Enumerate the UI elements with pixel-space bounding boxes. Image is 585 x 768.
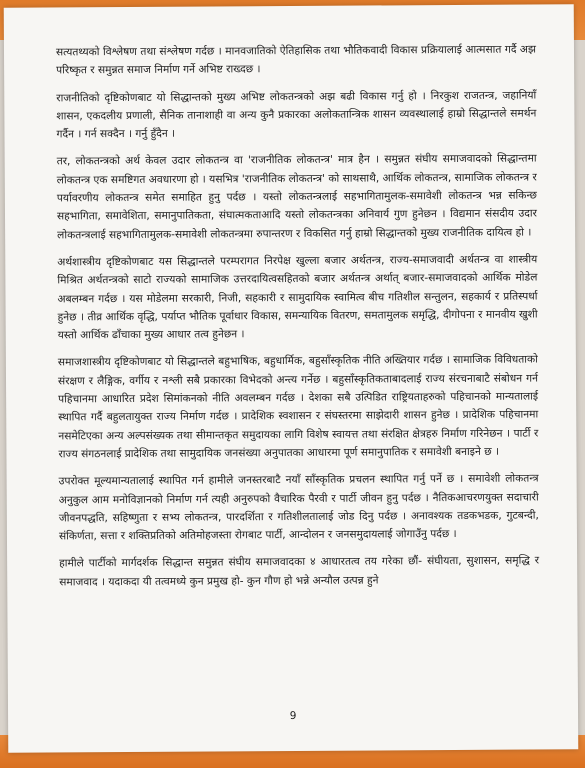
- paragraph-3: तर, लोकतन्त्रको अर्थ केवल उदार लोकतन्त्र वा 'राजनीतिक लोकतन्त्र' मात्र हैन । समुन्नत संघीय समाजवादको सिद्धान्तमा लोकतन्त्र एक समष्टिगत अवधारणा हो । यसभित्र 'राजनीतिक लोकतन्त्र' को साथसाथै, आर्थिक लोकतन्त्र, सामाजिक लोकतन्त्र र पर्यावरणीय लोकतन्त्र समेत समाहित हुनु पर्दछ । यस्तो लोकतन्त्रलाई सहभागितामुलक-समावेशी लोकतन्त्र भन्न सकिन्छ सहभागिता, समावेशिता, समानुपातिकता, संघात्मकताआदि यस्तो लोकतन्त्रका अनिवार्य गुण हुनेछन । विद्यमान संसदीय उदार लोकतन्त्रलाई सहभागितामुलक-समावेशी लोकतन्त्रमा रुपान्तरण र विकसित गर्नु हाम्रो सिद्धान्तको मुख्य राजनीतिक दायित्व हो ।: [56, 152, 538, 242]
- page-number: 9: [289, 709, 297, 723]
- paragraph-6: उपरोक्त मूल्यमान्यतालाई स्थापित गर्न हामीले जनस्तरबाटै नयाँ साँस्कृतिक प्रचलन स्थापित गर्नु पर्ने छ । समावेशी लोकतन्त्र अनुकुल आम मनोविज्ञानको निर्माण गर्न त्यही अनुरुपको वैचारिक पैरवी र पार्टी जीवन हुनु पर्दछ । नैतिकआचरणयुक्त सदाचारी जीवनपद्धति, सहिष्णुता र सभ्य लोकतन्त्र, पारदर्शिता र गतिशीलतालाई जोड दिनु पर्दछ । अनावश्यक तडकभडक, गुटबन्दी, संकिर्णता, सत्ता र शक्तिप्रतिको अतिमोहजस्ता रोगबाट पार्टी, आन्दोलन र जनसमुदायलाई जोगाउँनु पर्दछ ।: [58, 472, 539, 543]
- document-body: [56, 40, 539, 600]
- paragraph-1: सत्यतथ्यको विश्लेषण तथा संश्लेषण गर्दछ । मानवजातिको ऐतिहासिक तथा भौतिकवादी विकास प्रक्रियालाई आत्मसात गर्दै अझ परिष्कृत र समुन्नत समाज निर्माण गर्ने अभिष्ट राख्दछ ।: [55, 43, 537, 77]
- document-page: [4, 4, 579, 752]
- paragraph-4: अर्थशास्त्रीय दृष्टिकोणबाट यस सिद्धान्तले परम्परागत निरपेक्ष खुल्ला बजार अर्थतन्त्र, राज्य-समाजवादी अर्थतन्त्र वा शास्त्रीय मिश्रित अर्थतन्त्रको साटो राज्यको सामाजिक उत्तरदायित्वसहितको बजार अर्थतन्त्र अर्थात् बजार-समाजवादको आर्थिक मोडेल अबलम्बन गर्दछ । यस मोडेलमा सरकारी, निजी, सहकारी र सामुदायिक स्वामित्व बीच गतिशील सन्तुलन, सहकार्य र प्रतिस्पर्धा हुनेछ । तीव्र आर्थिक वृद्धि, पर्याप्त भौतिक पूर्वाधार विकास, समन्यायिक वितरण, समतामुलक समृद्धि, दीगोपना र मानवीय खुशी यस्तो आर्थिक ढाँचाका मुख्य आधार तत्व हुनेछन ।: [57, 253, 538, 342]
- paragraph-2: राजनीतिको दृष्टिकोणबाट यो सिद्धान्तको मुख्य अभिष्ट लोकतन्त्रको अझ बढी विकास गर्नु हो । निरकुश राजतन्त्र, जहानियाँ शासन, एकदलीय प्रणाली, सैनिक तानाशाही वा अन्य कुनै प्रकारका अलोकतान्त्रिक शासन व्यवस्थालाई हाम्रो सिद्धान्तले समर्थन गर्दैन । गर्न सक्दैन । गर्नु हुँदैन ।: [56, 89, 537, 141]
- paragraph-5: समाजशास्त्रीय दृष्टिकोणबाट यो सिद्धान्तले बहुभाषिक, बहुधार्मिक, बहुसाँस्कृतिक नीति अख्तियार गर्दछ । सामाजिक विविधताको संरक्षण र लैङ्गिक, वर्गीय र नश्ली सबै प्रकारका विभेदको अन्त्य गर्नेछ । बहुसाँस्कृतिकताबादलाई राज्य संरचनाबाटै संबोधन गर्न पहिचानमा आधारित प्रदेश सिमांकनको नीति अवलम्बन गर्दछ । देशका सबै उत्पिडित राष्ट्रियताहरुको पहिचानको मान्यतालाई स्थापित गर्दै बहुलतायुक्त राज्य निर्माण गर्दछ । प्रादेशिक स्वशासन र संघस्तरमा साझेदारी शासन हुनेछ । प्रादेशिक पहिचानमा नसमेटिएका अन्य अल्पसंख्यक तथा सीमान्तकृत समुदायका लागि विशेष स्वायत्त तथा संरक्षित क्षेत्रहरु निर्माण गरिनेछन । पार्टी र राज्य संगठनलाई प्रादेशिक तथा सामुदायिक जनसंख्या अनुपातका आधारमा पूर्ण समानुपातिक र समावेशी बनाइने छ ।: [57, 353, 539, 461]
- paragraph-7: हामीले पार्टीको मार्गदर्शक सिद्धान्त समुन्नत संघीय समाजवादका ४ आधारतत्व तय गरेका छौं- संघीयता, सुशासन, समृद्धि र समाजवाद । यदाकदा यी तत्वमध्ये कुन प्रमुख हो- कुन गौण हो भन्ने अन्यौल उत्पन्न हुने: [59, 554, 540, 589]
